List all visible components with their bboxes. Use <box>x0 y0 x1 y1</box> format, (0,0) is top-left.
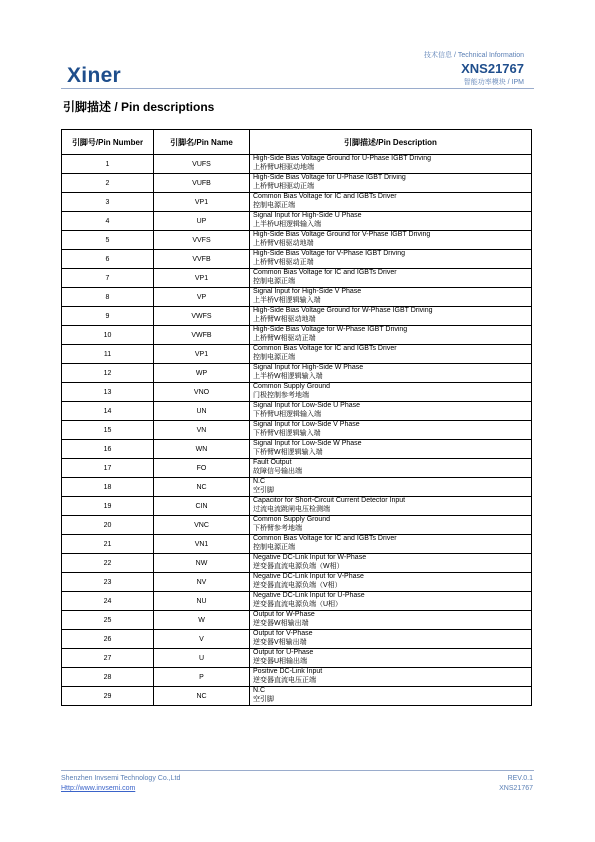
table-row <box>62 383 532 402</box>
pin-description-cell <box>250 288 532 307</box>
description-chinese: 下桥臂V相逻辑输入端 <box>253 430 321 437</box>
table-row <box>62 497 532 516</box>
pin-name-cell: VN <box>154 421 250 440</box>
pin-number-cell: 26 <box>62 630 154 649</box>
description-english: Positive DC-Link Input <box>253 668 323 676</box>
description-chinese: 上桥臂V相驱动正端 <box>253 259 314 266</box>
pin-name-cell: WP <box>154 364 250 383</box>
table-row <box>62 554 532 573</box>
pin-name-cell: UN <box>154 402 250 421</box>
description-english: Common Supply Ground <box>253 383 331 391</box>
pin-description-cell <box>250 440 532 459</box>
pin-number-cell: 2 <box>62 174 154 193</box>
pin-name-cell: WN <box>154 440 250 459</box>
pin-description-cell <box>250 307 532 326</box>
pin-name-cell: VUFB <box>154 174 250 193</box>
pin-description-cell <box>250 649 532 668</box>
description-chinese: 上半桥W相逻辑输入端 <box>253 373 323 380</box>
pin-number-cell: 4 <box>62 212 154 231</box>
pin-description-cell <box>250 535 532 554</box>
description-english: Common Bias Voltage for IC and IGBTs Driver <box>253 345 397 353</box>
pin-number-cell: 13 <box>62 383 154 402</box>
table-row <box>62 592 532 611</box>
table-row <box>62 573 532 592</box>
part-number: XNS21767 <box>461 61 524 76</box>
pin-description-cell <box>250 383 532 402</box>
pin-name-cell: CIN <box>154 497 250 516</box>
product-type-label: 智能功率模块 / IPM <box>463 79 524 86</box>
pin-name-cell: VNO <box>154 383 250 402</box>
website-link[interactable]: Http://www.invsemi.com <box>61 785 136 792</box>
pin-description-cell <box>250 402 532 421</box>
table-row <box>62 231 532 250</box>
description-chinese: 空引脚 <box>253 487 274 494</box>
description-english: Signal Input for High-Side W Phase <box>253 364 364 372</box>
pin-name-cell: VP1 <box>154 193 250 212</box>
pin-name-cell: NV <box>154 573 250 592</box>
pin-description-cell <box>250 174 532 193</box>
pin-name-cell: U <box>154 649 250 668</box>
pin-name-cell: FO <box>154 459 250 478</box>
footer-left <box>61 774 180 794</box>
description-chinese: 逆变器V相输出端 <box>253 639 307 646</box>
pin-name-cell: VVFB <box>154 250 250 269</box>
table-row <box>62 459 532 478</box>
revision: REV.0.1 <box>507 775 533 782</box>
pin-description-cell <box>250 364 532 383</box>
description-chinese: 控制电源正端 <box>253 202 295 209</box>
footer-divider <box>61 770 534 771</box>
description-english: Signal Input for High-Side V Phase <box>253 288 362 296</box>
table-row <box>62 364 532 383</box>
pin-name-cell: NC <box>154 687 250 706</box>
header-pin-description: 引脚描述/Pin Description <box>250 130 532 155</box>
pin-description-cell <box>250 687 532 706</box>
company-name: Shenzhen Invsemi Technology Co.,Ltd <box>61 775 181 782</box>
pin-description-cell <box>250 630 532 649</box>
description-chinese: 上半桥U相逻辑输入端 <box>253 221 322 228</box>
pin-name-cell: VP1 <box>154 345 250 364</box>
description-english: Common Bias Voltage for IC and IGBTs Driver <box>253 193 397 201</box>
table-header-row <box>62 130 532 155</box>
table-row <box>62 212 532 231</box>
pin-number-cell: 1 <box>62 155 154 174</box>
description-chinese: 逆变器直流电源负端（U相） <box>253 601 343 608</box>
pin-number-cell: 22 <box>62 554 154 573</box>
header-pin-number: 引脚号/Pin Number <box>62 130 154 155</box>
table-row <box>62 421 532 440</box>
description-english: High-Side Bias Voltage for U-Phase IGBT Driving <box>253 174 406 182</box>
description-chinese: 控制电源正端 <box>253 354 295 361</box>
section-title: 引脚描述 / Pin descriptions <box>63 100 215 114</box>
description-english: Fault Output <box>253 459 292 467</box>
table-row <box>62 155 532 174</box>
pin-number-cell: 11 <box>62 345 154 364</box>
pin-description-cell <box>250 573 532 592</box>
pin-description-cell <box>250 250 532 269</box>
description-chinese: 上桥臂W相驱动地端 <box>253 316 316 323</box>
pin-number-cell: 20 <box>62 516 154 535</box>
description-english: High-Side Bias Voltage Ground for V-Phase IGBT Driving <box>253 231 431 239</box>
description-english: Signal Input for High-Side U Phase <box>253 212 362 220</box>
description-chinese: 门极控制参考地端 <box>253 392 309 399</box>
description-chinese: 逆变器直流电源负端（W相） <box>253 563 344 570</box>
description-chinese: 逆变器直流电压正端 <box>253 677 316 684</box>
pin-name-cell: NU <box>154 592 250 611</box>
table-row <box>62 307 532 326</box>
header-pin-name: 引脚名/Pin Name <box>154 130 250 155</box>
footer-right <box>499 774 533 794</box>
pin-description-cell <box>250 269 532 288</box>
description-chinese: 空引脚 <box>253 696 274 703</box>
description-english: N.C <box>253 687 266 695</box>
footer-part-number: XNS21767 <box>499 785 533 792</box>
description-chinese: 上半桥V相逻辑输入端 <box>253 297 321 304</box>
description-english: Negative DC-Link Input for W-Phase <box>253 554 367 562</box>
pin-name-cell: VP1 <box>154 269 250 288</box>
description-english: Capacitor for Short-Circuit Current Detector Input <box>253 497 406 505</box>
pin-description-table <box>61 129 532 706</box>
pin-description-cell <box>250 478 532 497</box>
description-english: Signal Input for Low-Side W Phase <box>253 440 362 448</box>
pin-number-cell: 10 <box>62 326 154 345</box>
pin-name-cell: VNC <box>154 516 250 535</box>
pin-description-cell <box>250 193 532 212</box>
pin-description-cell <box>250 155 532 174</box>
pin-name-cell: NW <box>154 554 250 573</box>
pin-number-cell: 28 <box>62 668 154 687</box>
pin-number-cell: 3 <box>62 193 154 212</box>
description-chinese: 故障信号输出端 <box>253 468 302 475</box>
pin-description-cell <box>250 611 532 630</box>
description-english: Negative DC-Link Input for U-Phase <box>253 592 365 600</box>
header-divider <box>61 88 534 89</box>
pin-name-cell: VN1 <box>154 535 250 554</box>
pin-number-cell: 25 <box>62 611 154 630</box>
description-chinese: 上桥臂V相驱动地端 <box>253 240 314 247</box>
description-chinese: 上桥臂U相驱动正端 <box>253 183 315 190</box>
table-row <box>62 668 532 687</box>
pin-number-cell: 12 <box>62 364 154 383</box>
pin-number-cell: 15 <box>62 421 154 440</box>
table-row <box>62 250 532 269</box>
description-english: Signal Input for Low-Side U Phase <box>253 402 361 410</box>
pin-number-cell: 8 <box>62 288 154 307</box>
pin-number-cell: 17 <box>62 459 154 478</box>
pin-name-cell: VP <box>154 288 250 307</box>
pin-description-cell <box>250 231 532 250</box>
description-english: N.C <box>253 478 266 486</box>
table-row <box>62 269 532 288</box>
table-row <box>62 402 532 421</box>
pin-name-cell: V <box>154 630 250 649</box>
description-english: Negative DC-Link Input for V-Phase <box>253 573 364 581</box>
table-row <box>62 193 532 212</box>
description-english: Output for U-Phase <box>253 649 314 657</box>
pin-description-cell <box>250 421 532 440</box>
pin-number-cell: 6 <box>62 250 154 269</box>
pin-description-cell <box>250 212 532 231</box>
pin-name-cell: W <box>154 611 250 630</box>
table-body <box>62 155 532 706</box>
table-row <box>62 649 532 668</box>
table-row <box>62 535 532 554</box>
description-english: High-Side Bias Voltage Ground for U-Phase IGBT Driving <box>253 155 432 163</box>
table-row <box>62 687 532 706</box>
description-chinese: 下桥臂U相逻辑输入端 <box>253 411 322 418</box>
doc-type-label: 技术信息 / Technical Information <box>424 52 524 59</box>
pin-number-cell: 18 <box>62 478 154 497</box>
pin-description-cell <box>250 516 532 535</box>
table-row <box>62 630 532 649</box>
pin-description-cell <box>250 554 532 573</box>
table-row <box>62 516 532 535</box>
pin-name-cell: P <box>154 668 250 687</box>
description-chinese: 过流电流跳闸电压检测端 <box>253 506 330 513</box>
table-row <box>62 345 532 364</box>
table-row <box>62 288 532 307</box>
description-chinese: 控制电源正端 <box>253 278 295 285</box>
description-english: Common Bias Voltage for IC and IGBTs Driver <box>253 269 397 277</box>
description-chinese: 控制电源正端 <box>253 544 295 551</box>
description-english: High-Side Bias Voltage for W-Phase IGBT Driving <box>253 326 408 334</box>
pin-number-cell: 29 <box>62 687 154 706</box>
description-english: Output for W-Phase <box>253 611 315 619</box>
pin-number-cell: 9 <box>62 307 154 326</box>
description-english: Common Bias Voltage for IC and IGBTs Driver <box>253 535 397 543</box>
table-row <box>62 478 532 497</box>
pin-description-cell <box>250 459 532 478</box>
table-row <box>62 326 532 345</box>
description-english: High-Side Bias Voltage for V-Phase IGBT Driving <box>253 250 406 258</box>
pin-number-cell: 5 <box>62 231 154 250</box>
description-chinese: 上桥臂U相驱动地端 <box>253 164 315 171</box>
company-logo: Xiner <box>67 64 122 87</box>
pin-description-cell <box>250 326 532 345</box>
pin-number-cell: 14 <box>62 402 154 421</box>
pin-name-cell: VWFS <box>154 307 250 326</box>
pin-number-cell: 23 <box>62 573 154 592</box>
table-row <box>62 440 532 459</box>
pin-name-cell: UP <box>154 212 250 231</box>
pin-description-cell <box>250 345 532 364</box>
header-info <box>424 50 524 87</box>
pin-description-cell <box>250 497 532 516</box>
description-chinese: 上桥臂W相驱动正端 <box>253 335 316 342</box>
description-english: Output for V-Phase <box>253 630 313 638</box>
pin-number-cell: 21 <box>62 535 154 554</box>
pin-number-cell: 24 <box>62 592 154 611</box>
pin-number-cell: 16 <box>62 440 154 459</box>
pin-number-cell: 7 <box>62 269 154 288</box>
description-chinese: 下桥臂W相逻辑输入端 <box>253 449 323 456</box>
pin-description-cell <box>250 668 532 687</box>
description-chinese: 逆变器直流电源负端（V相） <box>253 582 342 589</box>
pin-name-cell: NC <box>154 478 250 497</box>
pin-number-cell: 19 <box>62 497 154 516</box>
description-english: Signal Input for Low-Side V Phase <box>253 421 360 429</box>
description-english: Common Supply Ground <box>253 516 331 524</box>
table-row <box>62 174 532 193</box>
description-chinese: 逆变器W相输出端 <box>253 620 309 627</box>
description-chinese: 下桥臂参考地端 <box>253 525 302 532</box>
pin-name-cell: VWFB <box>154 326 250 345</box>
description-english: High-Side Bias Voltage Ground for W-Phase IGBT Driving <box>253 307 433 315</box>
pin-name-cell: VVFS <box>154 231 250 250</box>
pin-name-cell: VUFS <box>154 155 250 174</box>
table-row <box>62 611 532 630</box>
description-chinese: 逆变器U相输出端 <box>253 658 308 665</box>
pin-description-cell <box>250 592 532 611</box>
pin-number-cell: 27 <box>62 649 154 668</box>
